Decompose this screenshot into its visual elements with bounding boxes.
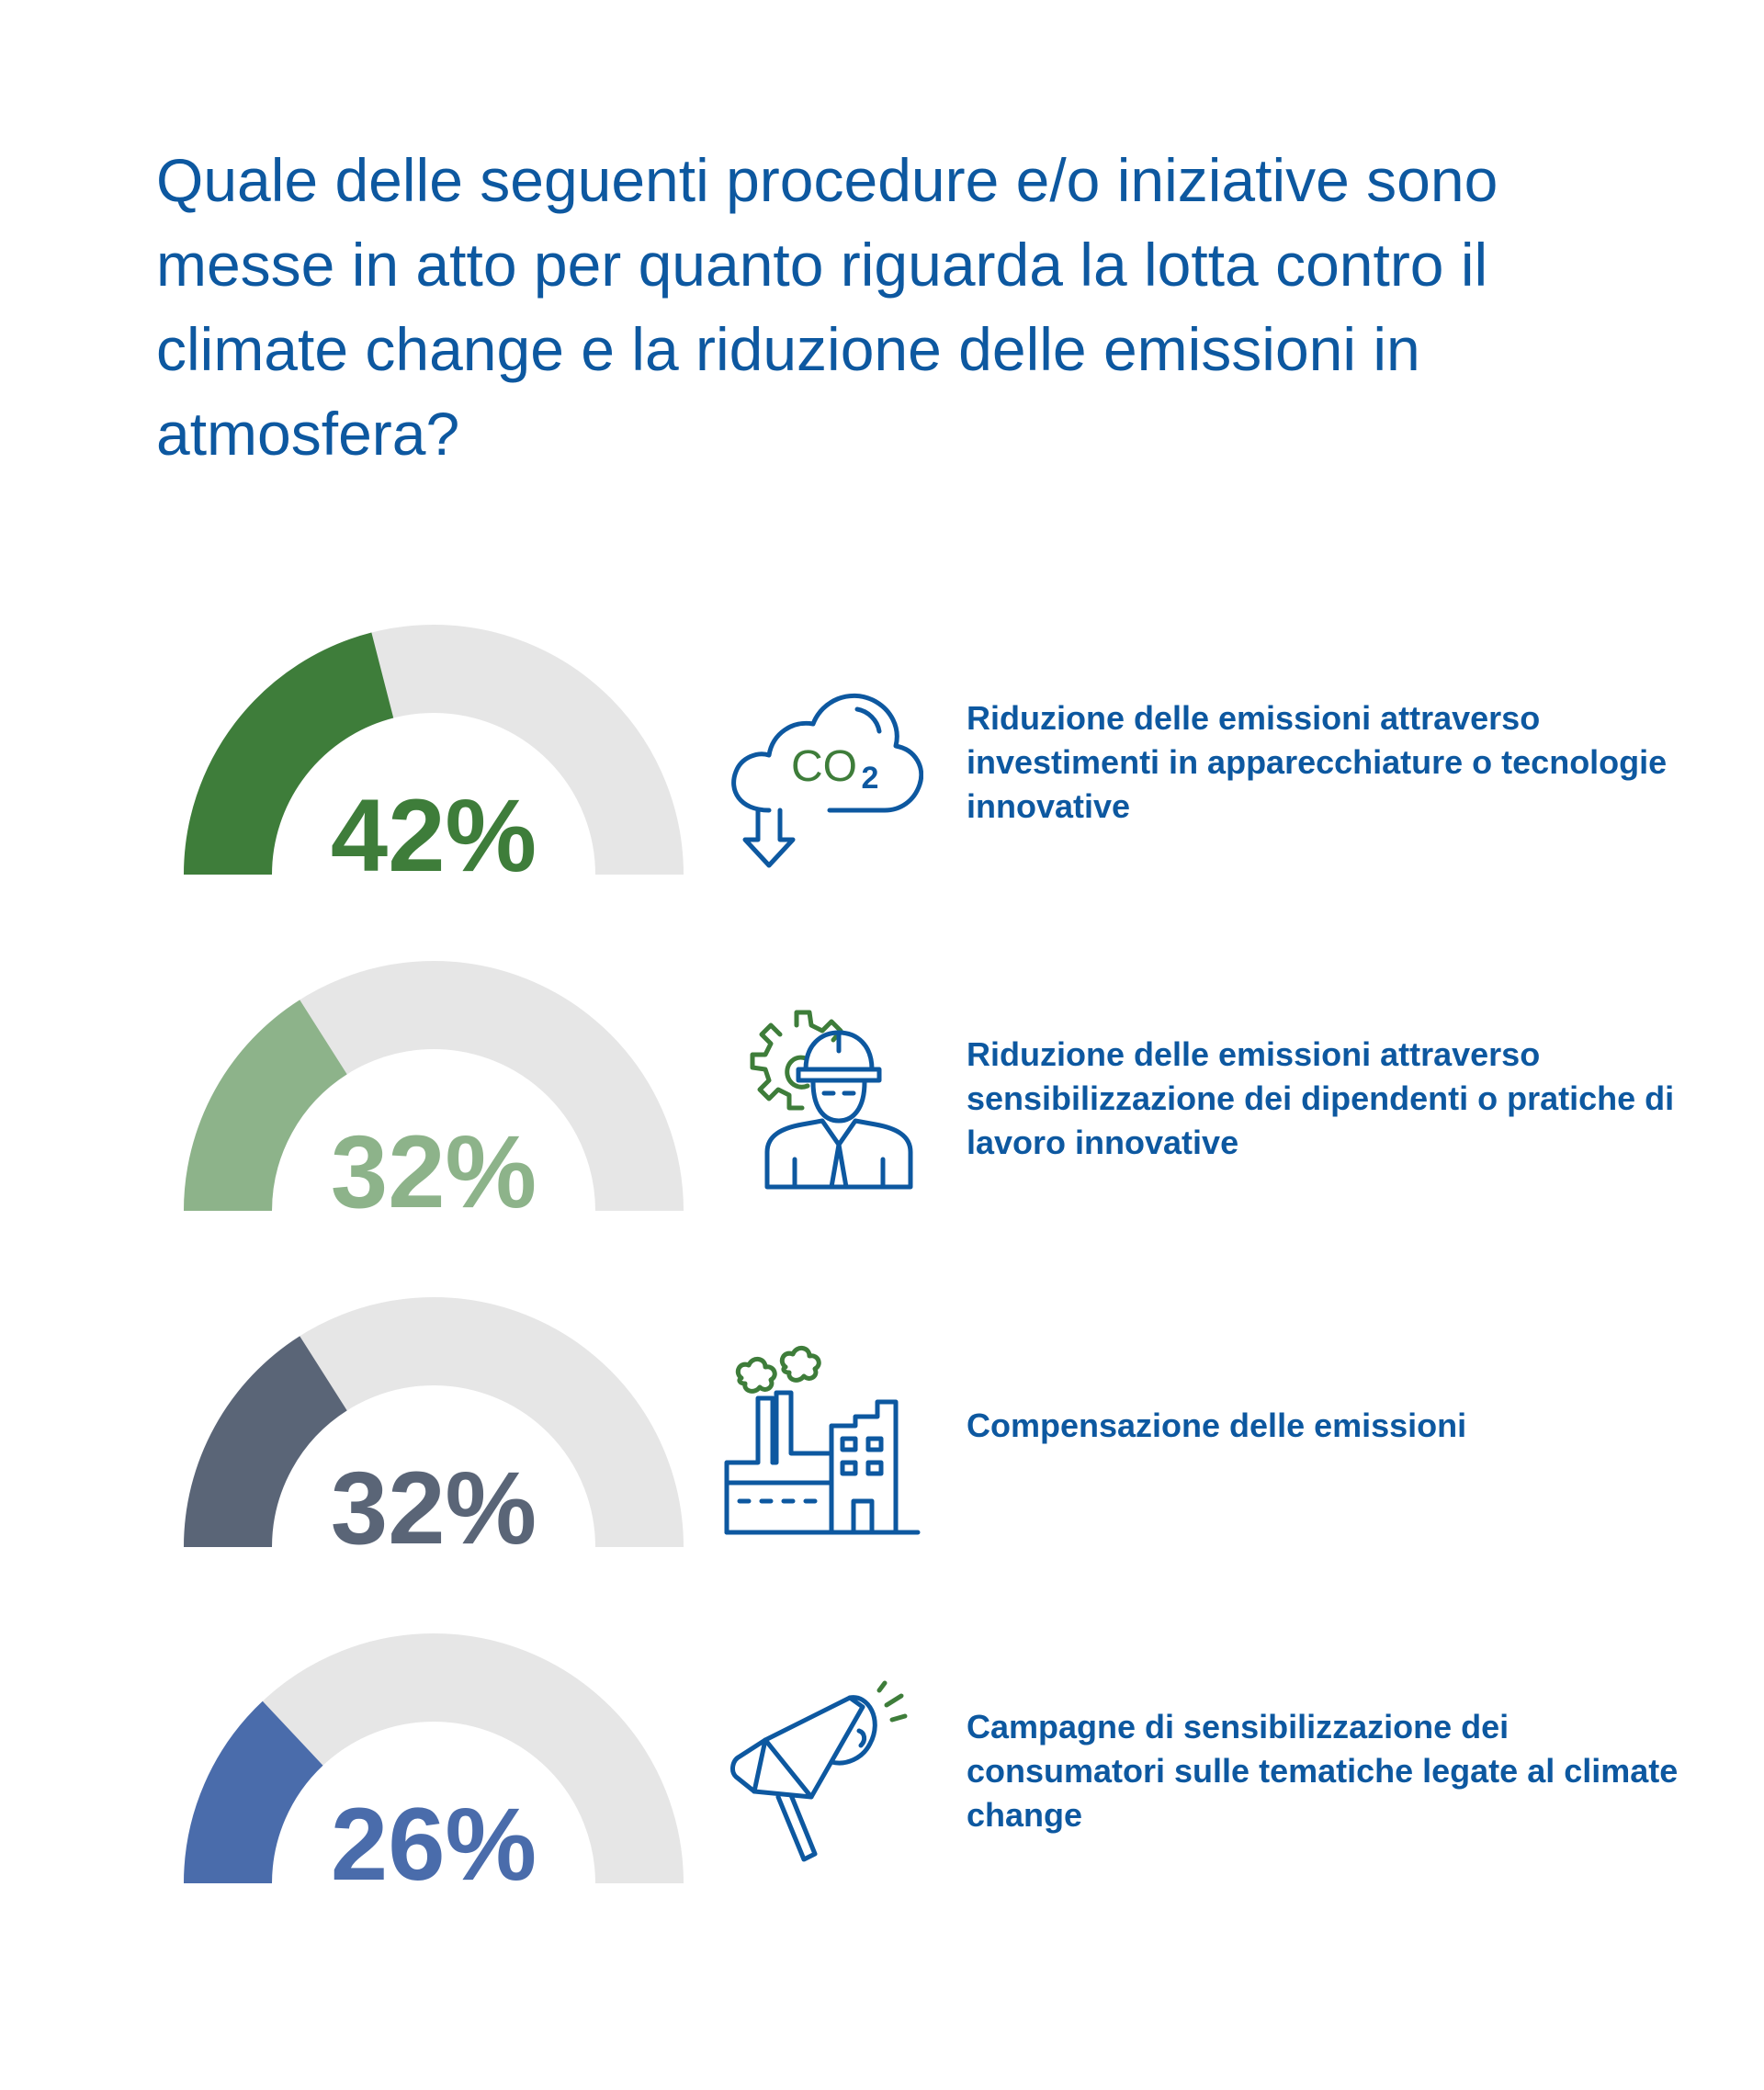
gauge-fill — [228, 1373, 323, 1547]
gauge-value-label: 32% — [330, 1114, 537, 1229]
item-label: Riduzione delle emissioni attraverso investimenti in apparecchiature o tecnologie innovative — [967, 699, 1668, 825]
gauge-chart — [175, 1297, 689, 1564]
gauge-chart — [175, 1633, 689, 1900]
gauge-row — [0, 1633, 1764, 1927]
gauge-chart — [175, 961, 689, 1227]
gauge-fill — [228, 1734, 293, 1883]
gauge-chart — [175, 625, 689, 891]
gauge-value-label: 42% — [330, 778, 537, 893]
factory-icon — [721, 1343, 923, 1545]
gauge-row — [0, 1297, 1764, 1591]
gauge-value-label: 26% — [330, 1787, 537, 1902]
item-label: Compensazione delle emissioni — [967, 1407, 1467, 1444]
co2-subscript: 2 — [861, 761, 879, 796]
gauge-fill — [228, 1037, 323, 1211]
megaphone-icon — [721, 1679, 923, 1881]
item-label: Riduzione delle emissioni attraverso sensibilizzazione dei dipendenti o pratiche di lavoro innovative — [967, 1035, 1675, 1161]
co2-cloud-icon — [721, 672, 923, 875]
gauge-value-label: 32% — [330, 1451, 537, 1565]
page-title: Quale delle seguenti procedure e/o iniziative sono messe in atto per quanto riguarda la lotta contro il climate change e la riduzione delle emissioni in atmosfera? — [156, 146, 1498, 468]
item-label: Campagne di sensibilizzazione dei consumatori sulle tematiche legate al climate change — [967, 1708, 1679, 1834]
worker-gear-icon — [721, 998, 923, 1200]
gauge-row — [0, 961, 1764, 1255]
co2-text: CO — [791, 742, 857, 791]
gauge-row — [0, 625, 1764, 919]
